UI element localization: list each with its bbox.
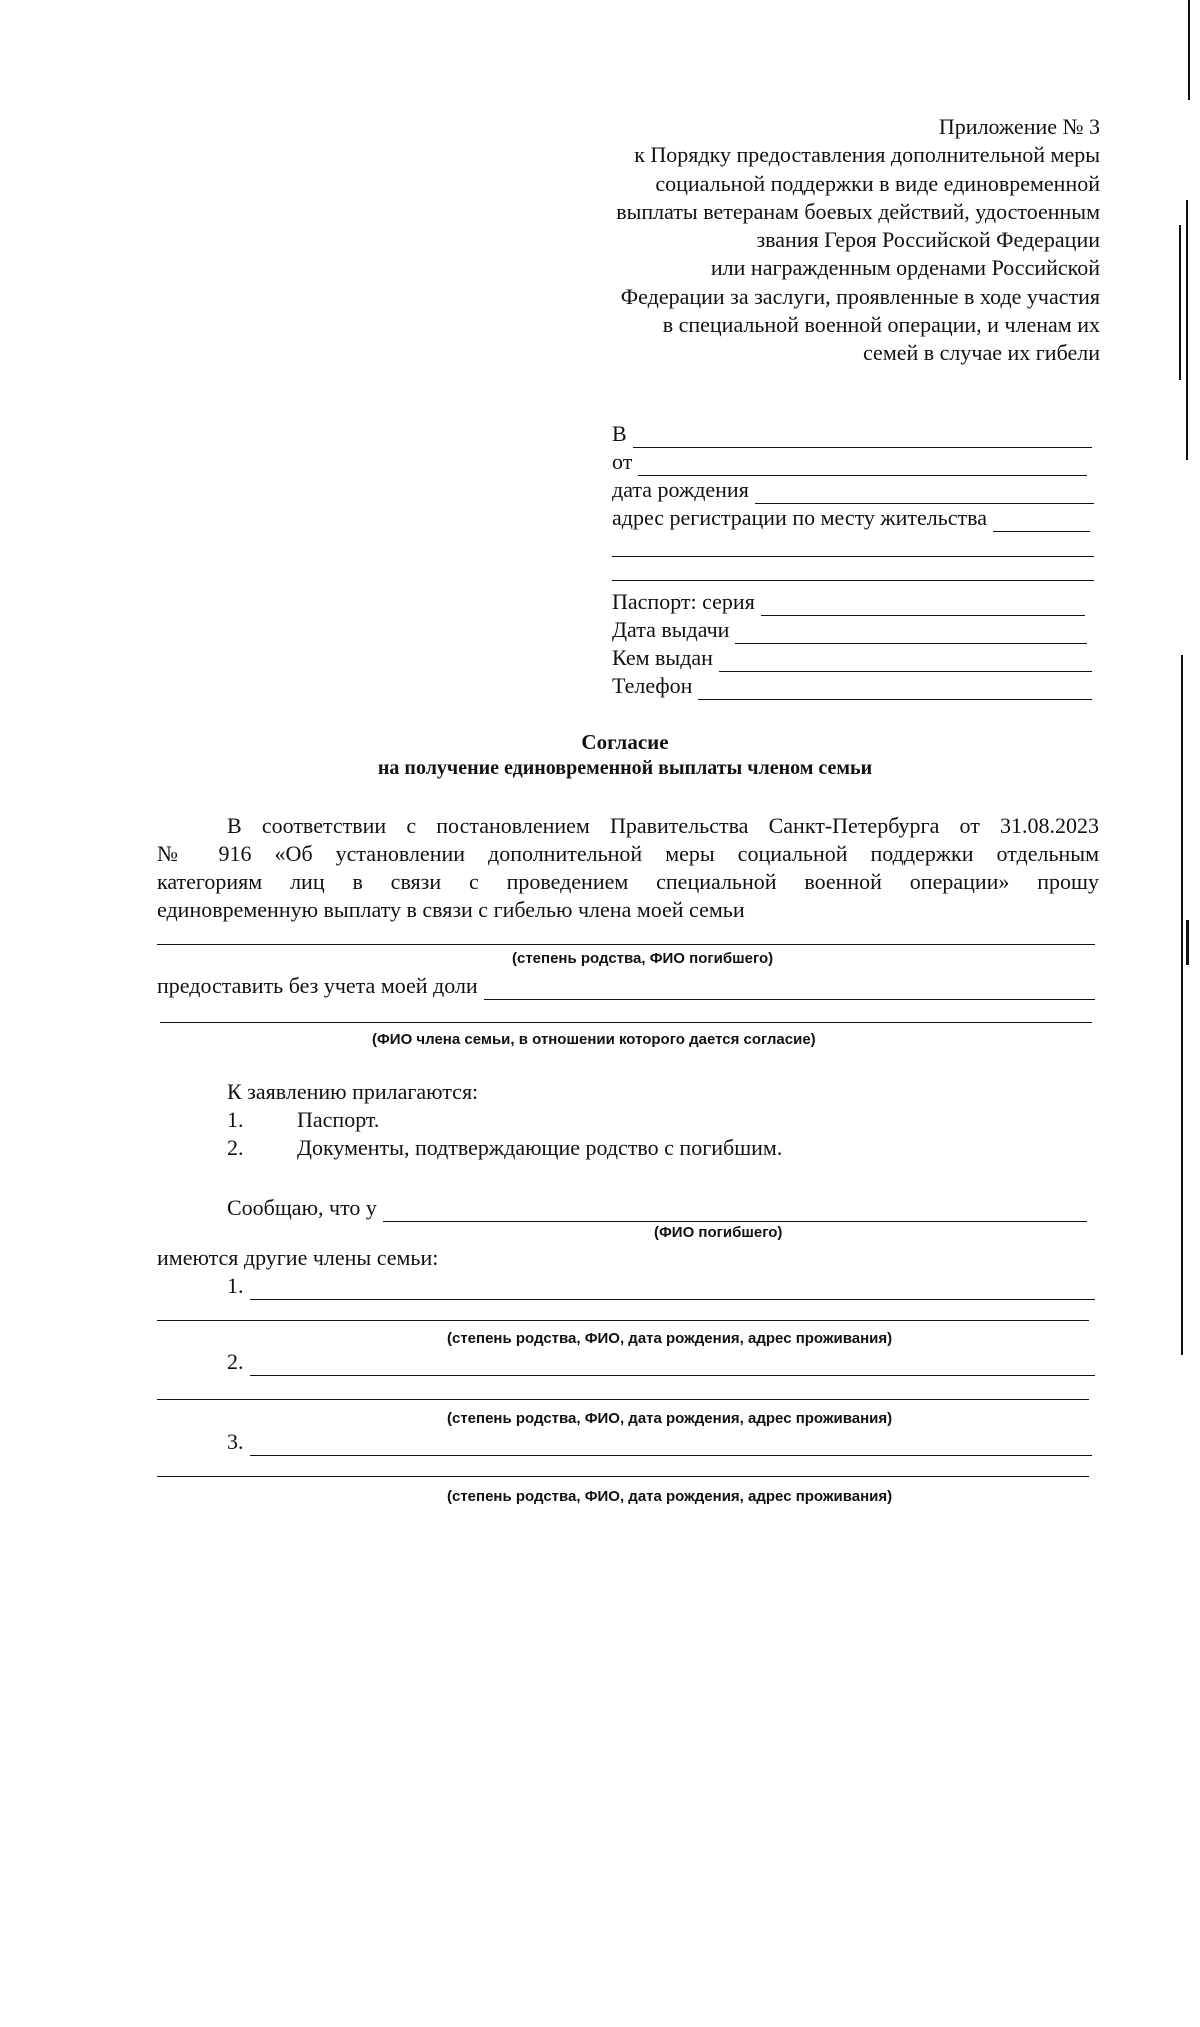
- issued-by-label: Кем выдан: [612, 645, 713, 670]
- to-field[interactable]: [612, 420, 1092, 448]
- deceased-field[interactable]: [227, 1194, 1087, 1222]
- passport-label: Паспорт: серия: [612, 589, 755, 614]
- phone-field[interactable]: [612, 672, 1092, 700]
- address-field[interactable]: [612, 504, 1090, 532]
- member-3-line[interactable]: [157, 1476, 1089, 1477]
- appendix-line: выплаты ветеранам боевых действий, удостоенным: [616, 198, 1100, 224]
- member-2-field[interactable]: [227, 1348, 1095, 1376]
- member-1-line[interactable]: [157, 1320, 1089, 1321]
- issue-date-label: Дата выдачи: [612, 617, 730, 642]
- para-line: № 916 «Об установлении дополнительной меры социальной поддержки отдельным: [157, 841, 1099, 866]
- attachment-num: 1.: [227, 1107, 244, 1132]
- appendix-line: семей в случае их гибели: [863, 340, 1100, 366]
- address-line[interactable]: [612, 580, 1094, 581]
- to-label: В: [612, 421, 627, 446]
- scan-edge-mark: [1186, 200, 1188, 460]
- scan-edge-mark: [1179, 225, 1181, 380]
- member-num: 3.: [227, 1429, 244, 1454]
- member-1-field[interactable]: [227, 1272, 1095, 1300]
- appendix-header: [540, 113, 1100, 368]
- appendix-line: социальной поддержки в виде единовременной: [655, 170, 1100, 196]
- grant-field[interactable]: [157, 972, 1095, 1000]
- appendix-line: к Порядку предоставления дополнительной меры: [634, 142, 1100, 168]
- member-num: 2.: [227, 1349, 244, 1374]
- others-label: имеются другие члены семьи:: [157, 1245, 439, 1270]
- body-paragraph: [157, 812, 1099, 924]
- attachment-num: 2.: [227, 1135, 244, 1160]
- caption-relation: (степень родства, ФИО погибшего): [512, 950, 774, 967]
- scan-edge-mark: [1188, 0, 1190, 100]
- phone-label: Телефон: [612, 673, 693, 698]
- member-3-field[interactable]: [227, 1428, 1092, 1456]
- appendix-title: Приложение № 3: [938, 114, 1100, 139]
- caption-member: (ФИО члена семьи, в отношении которого дается согласие): [372, 1031, 816, 1048]
- caption-member-1: (степень родства, ФИО, дата рождения, адрес проживания): [447, 1330, 893, 1347]
- appendix-line: звания Героя Российской Федерации: [756, 227, 1100, 253]
- caption-member-3: (степень родства, ФИО, дата рождения, адрес проживания): [447, 1488, 893, 1505]
- member-line[interactable]: [160, 1022, 1092, 1023]
- para-line: В соответствии с постановлением Правительства Санкт-Петербурга от 31.08.2023: [227, 813, 1099, 838]
- passport-series-field[interactable]: [612, 588, 1085, 616]
- scan-edge-mark: [1186, 920, 1189, 965]
- appendix-line: Федерации за заслуги, проявленные в ходе участия: [620, 283, 1100, 309]
- from-label: от: [612, 449, 633, 474]
- issue-date-field[interactable]: [612, 616, 1087, 644]
- attachments-label: К заявлению прилагаются:: [227, 1079, 479, 1104]
- member-num: 1.: [227, 1273, 244, 1298]
- address-label: адрес регистрации по месту жительства: [612, 505, 988, 530]
- report-label: Сообщаю, что у: [227, 1195, 377, 1220]
- birth-date-field[interactable]: [612, 476, 1094, 504]
- attachment-text: Документы, подтверждающие родство с погибшим.: [297, 1135, 783, 1160]
- member-2-line[interactable]: [157, 1399, 1089, 1400]
- from-field[interactable]: [612, 448, 1087, 476]
- birth-date-label: дата рождения: [612, 477, 749, 502]
- caption-member-2: (степень родства, ФИО, дата рождения, адрес проживания): [447, 1410, 893, 1427]
- para-line: категориям лиц в связи с проведением специальной военной операции» прошу: [157, 869, 1099, 894]
- relation-line[interactable]: [157, 944, 1095, 945]
- appendix-line: в специальной военной операции, и членам их: [662, 312, 1100, 338]
- issued-by-field[interactable]: [612, 644, 1092, 672]
- attachment-text: Паспорт.: [297, 1107, 380, 1132]
- caption-deceased: (ФИО погибшего): [654, 1224, 783, 1241]
- document-subtitle: на получение единовременной выплаты членом семьи: [377, 757, 873, 779]
- para-line: единовременную выплату в связи с гибелью члена моей семьи: [157, 897, 745, 922]
- document-title: Согласие: [581, 730, 669, 754]
- address-line[interactable]: [612, 556, 1094, 557]
- grant-label: предоставить без учета моей доли: [157, 973, 478, 998]
- appendix-line: или награжденным орденами Российской: [710, 255, 1100, 281]
